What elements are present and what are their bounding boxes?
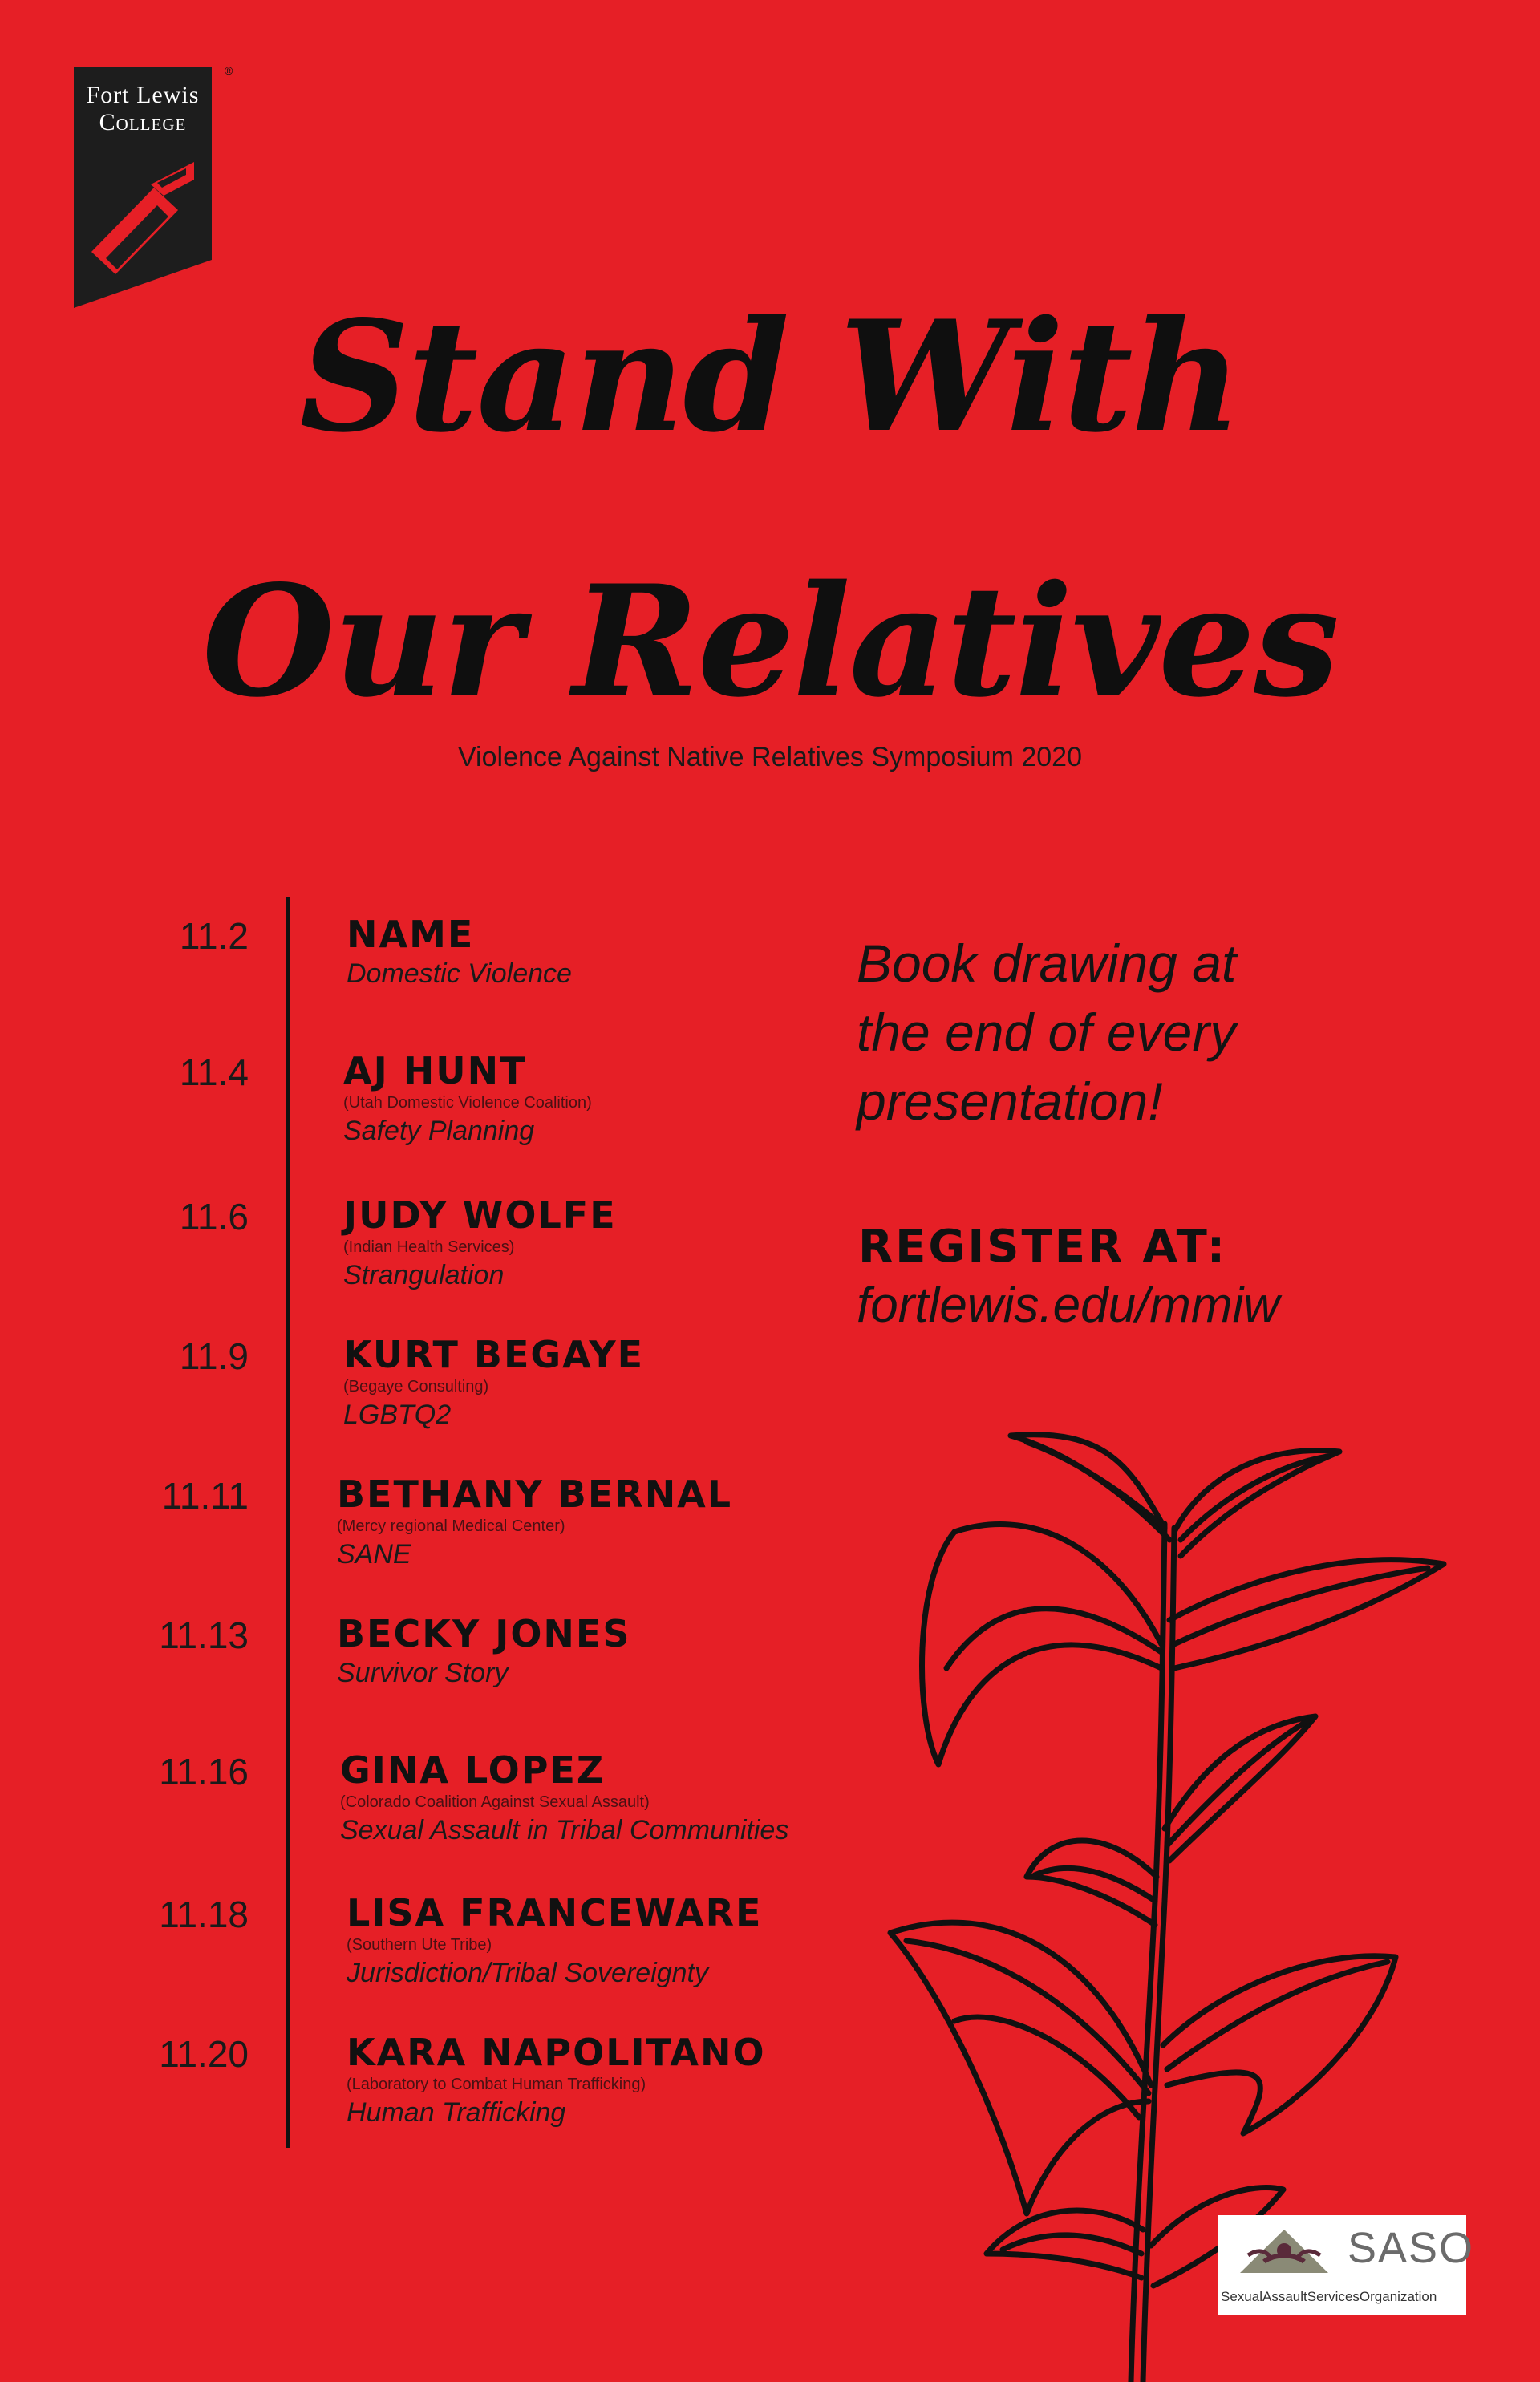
- speaker-topic: Human Trafficking: [346, 2097, 566, 2128]
- speaker-topic: Strangulation: [343, 1260, 505, 1290]
- speaker-organization: (Mercy regional Medical Center): [337, 1517, 565, 1535]
- speaker-name: GINA LOPEZ: [340, 1748, 606, 1792]
- speaker-organization: (Colorado Coalition Against Sexual Assault): [340, 1793, 650, 1811]
- logo-line-1: Fort Lewis: [86, 82, 200, 108]
- saso-full-name: SexualAssaultServicesOrganization: [1221, 2289, 1437, 2304]
- schedule-date: 11.4: [179, 1051, 249, 1093]
- schedule-date: 11.13: [159, 1614, 249, 1656]
- book-drawing-line-1: Book drawing at: [857, 934, 1237, 993]
- speaker-name: KURT BEGAYE: [343, 1333, 645, 1376]
- logo-line-2: College: [99, 109, 187, 136]
- subtitle: Violence Against Native Relatives Symposium 2020: [457, 742, 1082, 772]
- speaker-organization: (Southern Ute Tribe): [346, 1936, 492, 1954]
- schedule-item: [343, 1049, 592, 1148]
- speaker-organization: (Begaye Consulting): [343, 1378, 489, 1396]
- saso-logo-mark: [1224, 2223, 1344, 2279]
- schedule-date: 11.9: [179, 1335, 249, 1377]
- book-drawing-line-2: the end of every: [857, 1003, 1237, 1062]
- schedule-date: 11.20: [159, 2033, 249, 2075]
- speaker-topic: Safety Planning: [343, 1116, 535, 1146]
- fort-lewis-college-logo: [74, 67, 212, 308]
- speaker-topic: Domestic Violence: [346, 958, 572, 989]
- schedule-date: 11.11: [161, 1475, 249, 1517]
- schedule-item: [337, 1612, 630, 1691]
- speaker-topic: SANE: [337, 1539, 411, 1570]
- speaker-name: KARA NAPOLITANO: [346, 2031, 766, 2074]
- speaker-name: NAME: [346, 913, 475, 956]
- speaker-topic: Jurisdiction/Tribal Sovereignty: [346, 1958, 708, 1988]
- book-drawing-note: [857, 929, 1418, 1136]
- registered-mark: ®: [225, 64, 233, 77]
- saso-logo: [1218, 2215, 1475, 2315]
- schedule-item: [340, 1748, 788, 1848]
- schedule-item: [343, 1193, 617, 1293]
- title-line-2: Our Relatives: [201, 552, 1339, 731]
- schedule-item: [346, 913, 572, 991]
- speaker-name: JUDY WOLFE: [343, 1193, 617, 1237]
- speaker-topic: Survivor Story: [337, 1658, 509, 1688]
- speaker-topic: Sexual Assault in Tribal Communities: [340, 1815, 789, 1845]
- speaker-topic: LGBTQ2: [343, 1400, 452, 1430]
- speaker-organization: (Laboratory to Combat Human Trafficking): [346, 2076, 646, 2093]
- speaker-name: LISA FRANCEWARE: [346, 1891, 763, 1934]
- schedule-item: [346, 1891, 762, 1991]
- speaker-organization: (Indian Health Services): [343, 1238, 515, 1256]
- speaker-organization: (Utah Domestic Violence Coalition): [343, 1094, 592, 1112]
- speaker-name: AJ HUNT: [343, 1049, 527, 1092]
- book-drawing-line-3: presentation!: [857, 1071, 1163, 1131]
- schedule-item: [337, 1473, 732, 1572]
- register-link[interactable]: fortlewis.edu/mmiw: [857, 1278, 1280, 1333]
- saso-acronym: SASO: [1348, 2224, 1475, 2272]
- timeline-divider: [286, 897, 290, 2148]
- schedule-date: 11.18: [159, 1894, 249, 1935]
- schedule-item: [346, 2031, 766, 2130]
- schedule-item: [343, 1333, 644, 1432]
- title-line-1: Stand With: [299, 287, 1241, 466]
- speaker-name: BECKY JONES: [337, 1612, 631, 1655]
- schedule-date: 11.16: [159, 1751, 249, 1793]
- schedule-date: 11.6: [179, 1196, 249, 1238]
- register-label: REGISTER AT:: [858, 1221, 1228, 1273]
- speaker-name: BETHANY BERNAL: [337, 1473, 733, 1516]
- schedule-date: 11.2: [179, 915, 249, 957]
